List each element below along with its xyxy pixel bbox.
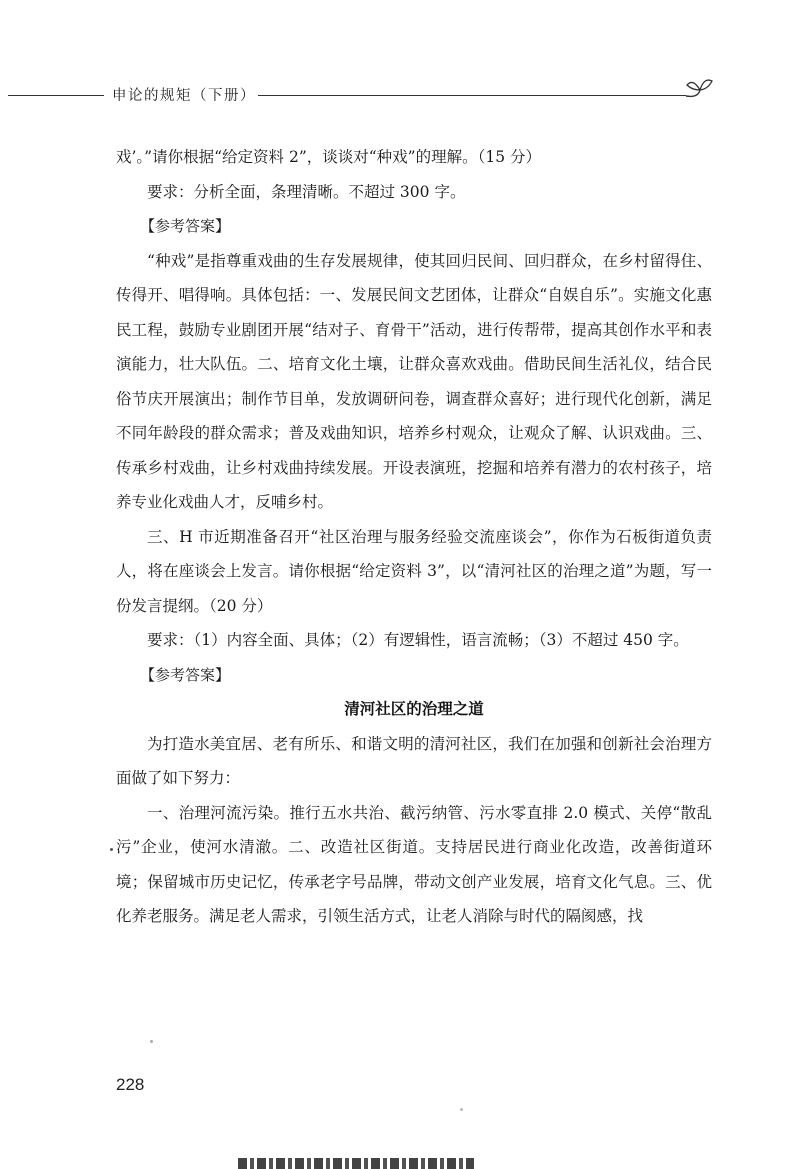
sprout-icon (684, 76, 714, 102)
paragraph-requirement: 要求：分析全面，条理清晰。不超过 300 字。 (147, 182, 466, 201)
header-rule-left (8, 95, 104, 96)
scan-speck (150, 1040, 153, 1043)
book-title: 申论的规矩（下册） (112, 88, 256, 104)
paragraph-question-tail: 戏’。”请你根据“给定资料 2”，谈谈对“种戏”的理解。（15 分） (116, 148, 541, 166)
header-rule-right (258, 95, 686, 96)
scan-speck (460, 1108, 463, 1111)
answer-title: 清河社区的治理之道 (344, 700, 484, 718)
paragraph-answer-intro: 为打造水美宜居、老有所乐、和谐文明的清河社区，我们在加强和创新社会治理方面做了如下努力： (116, 734, 712, 787)
body-text (116, 140, 712, 934)
paragraph-requirement: 要求：（1）内容全面、具体；（2）有逻辑性，语言流畅；（3）不超过 450 字。 (147, 631, 689, 649)
scan-artifact (238, 1158, 474, 1169)
reference-answer-heading: 【参考答案】 (140, 217, 231, 235)
paragraph-question: 三、H 市近期准备召开“社区治理与服务经验交流座谈会”，你作为石板街道负责人，将在座谈会上发言。请你根据“给定资料 3”，以“清河社区的治理之道”为题，写一份发言提纲。（20 分） (116, 527, 712, 615)
page-number: 228 (116, 1075, 145, 1094)
paragraph-answer-body: 一、治理河流污染。推行五水共治、截污纳管、污水零直排 2.0 模式、关停“散乱污”企业，使河水清澈。二、改造社区街道。支持居民进行商业化改造，改善街道环境；保留城市历史记忆，传承老字号品牌，带动文创产业发展，培育文化气息。三、优化养老服务。满足老人需求，引领生活方式，让老人消除与时代的隔阂感，找 (116, 803, 712, 925)
paragraph-answer: “种戏”是指尊重戏曲的生存发展规律，使其回归民间、回归群众，在乡村留得住、传得开、唱得响。具体包括：一、发展民间文艺团体，让群众“自娱自乐”。实施文化惠民工程，鼓励专业剧团开展“结对子、育骨干”活动，进行传帮带，提高其创作水平和表演能力，壮大队伍。二、培育文化土壤，让群众喜欢戏曲。借助民间生活礼仪，结合民俗节庆开展演出；制作节目单，发放调研问卷，调查群众喜好；进行现代化创新，满足不同年龄段的群众需求；普及戏曲知识，培养乡村观众，让观众了解、认识戏曲。三、传承乡村戏曲，让乡村戏曲持续发展。开设表演班，挖掘和培养有潜力的农村孩子，培养专业化戏曲人才，反哺乡村。 (116, 251, 712, 511)
reference-answer-heading: 【参考答案】 (140, 665, 231, 684)
scan-speck (110, 848, 113, 851)
running-header (0, 78, 800, 108)
